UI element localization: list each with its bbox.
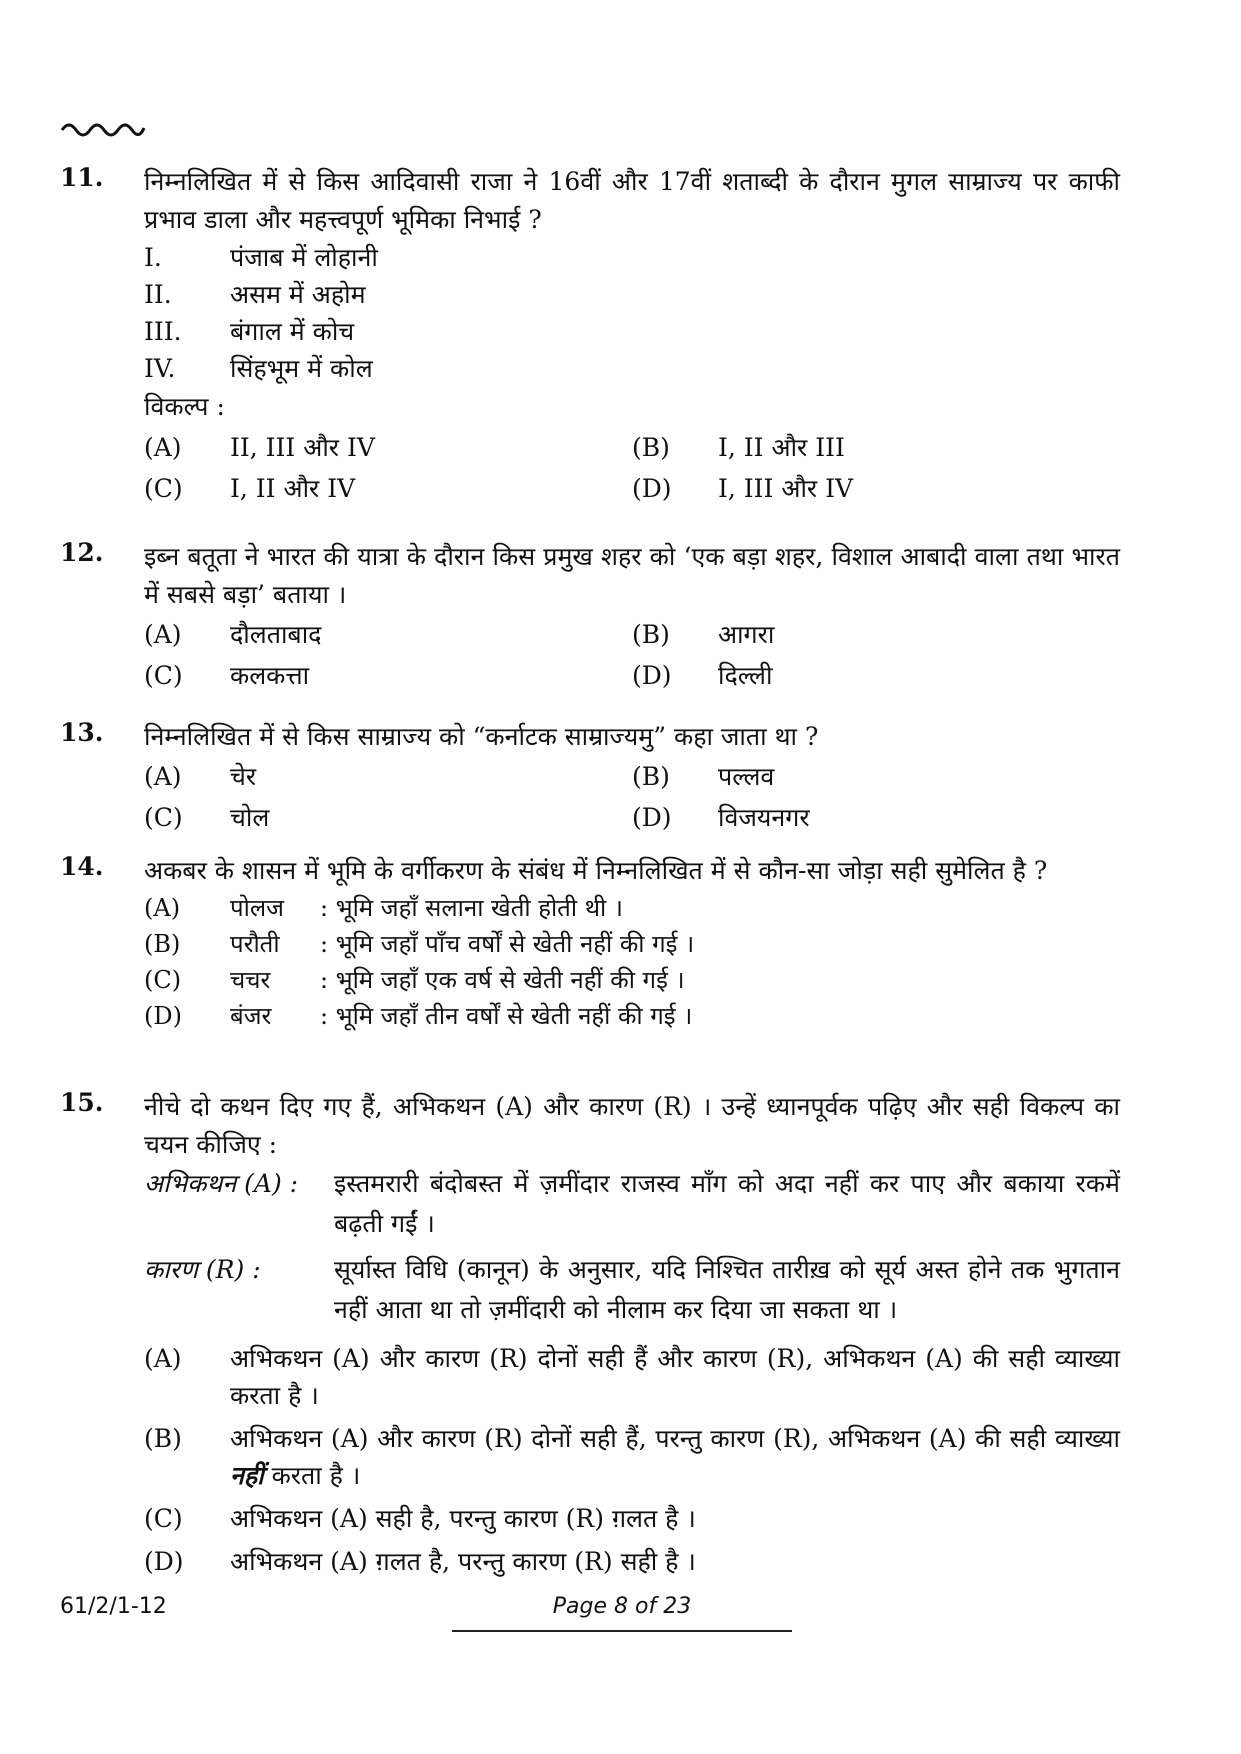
option-text: विजयनगर [718, 803, 810, 832]
option-b [632, 427, 1120, 468]
question-number: 14. [60, 852, 104, 881]
option-label: (A) [144, 620, 182, 649]
pair-item [144, 962, 1120, 998]
statement-number: II. [144, 280, 172, 309]
option-text: II, III और IV [230, 433, 375, 462]
pair-term: चचर [230, 966, 271, 994]
assertion-text: इस्तमरारी बंदोबस्त में ज़मींदार राजस्व माँग को अदा नहीं कर पाए और बकाया रकमें बढ़ती गईं । [334, 1169, 1120, 1238]
option-b [632, 614, 1120, 655]
question-14 [60, 852, 1120, 1034]
option-text [230, 1420, 1120, 1494]
question-number: 11. [60, 163, 104, 192]
reason-label: कारण (R) : [144, 1255, 261, 1284]
question-15 [60, 1088, 1120, 1586]
option-c [144, 655, 632, 696]
options-grid [144, 427, 1120, 509]
option-text: अभिकथन (A) और कारण (R) दोनों सही हैं और कारण (R), अभिकथन (A) की सही व्याख्या करता है । [230, 1344, 1120, 1410]
reason-text: सूर्यास्त विधि (कानून) के अनुसार, यदि निश्चित तारीख़ को सूर्य अस्त होने तक भुगतान नहीं आता था तो ज़मींदारी को नीलाम कर दिया जा सकता था । [334, 1255, 1120, 1324]
option-d [144, 1543, 1120, 1580]
option-d [632, 655, 1120, 696]
question-text: निम्नलिखित में से किस आदिवासी राजा ने 16वीं और 17वीं शताब्दी के दौरान मुगल साम्राज्य पर काफी प्रभाव डाला और महत्त्वपूर्ण भूमिका निभाई ? [144, 167, 1120, 234]
statement-item [144, 276, 1120, 313]
option-text: अभिकथन (A) सही है, परन्तु कारण (R) ग़लत है । [230, 1504, 696, 1533]
pair-term: पोलज [230, 894, 284, 922]
option-label: (B) [144, 1424, 182, 1453]
option-label: (D) [632, 661, 672, 690]
option-text: चेर [230, 762, 257, 791]
statement-number: IV. [144, 354, 176, 383]
option-b [632, 756, 1120, 797]
option-label: (B) [632, 433, 670, 462]
option-text: अभिकथन (A) ग़लत है, परन्तु कारण (R) सही है । [230, 1547, 696, 1576]
option-label: (C) [144, 474, 183, 503]
option-text-part: अभिकथन (A) और कारण (R) दोनों सही हैं, परन्तु कारण (R), अभिकथन (A) की सही व्याख्या [230, 1424, 1120, 1453]
statement-text: सिंहभूम में कोल [230, 354, 373, 383]
question-11 [60, 163, 1120, 509]
emphasis-text: नहीं [230, 1461, 264, 1490]
options-grid [144, 756, 1120, 838]
question-number: 12. [60, 538, 104, 567]
option-label: (D) [632, 803, 672, 832]
pair-description: : भूमि जहाँ पाँच वर्षों से खेती नहीं की गई । [320, 930, 695, 958]
option-label: (B) [632, 762, 670, 791]
option-c [144, 1500, 1120, 1537]
statement-list [144, 239, 1120, 387]
statement-text: पंजाब में लोहानी [230, 243, 378, 272]
option-label: (C) [144, 661, 183, 690]
option-c [144, 797, 632, 838]
statement-number: I. [144, 243, 162, 272]
option-label: (D) [632, 474, 672, 503]
pair-item [144, 890, 1120, 926]
option-text: I, II और III [718, 433, 845, 462]
assertion-label: अभिकथन (A) : [144, 1169, 299, 1198]
pair-description: : भूमि जहाँ सलाना खेती होती थी । [320, 894, 623, 922]
statement-item [144, 350, 1120, 387]
question-text: अकबर के शासन में भूमि के वर्गीकरण के संबंध में निम्नलिखित में से कौन-सा जोड़ा सही सुमेलित है ? [144, 856, 1048, 885]
option-d [632, 468, 1120, 509]
option-text-part: करता है । [263, 1461, 361, 1490]
option-b [144, 1420, 1120, 1494]
option-label: (B) [632, 620, 670, 649]
reason [144, 1250, 1120, 1330]
option-text: पल्लव [718, 762, 775, 791]
pair-item [144, 998, 1120, 1034]
options-label: विकल्प : [144, 392, 225, 421]
options-grid [144, 614, 1120, 696]
option-text: I, III और IV [718, 474, 854, 503]
option-label: (A) [144, 1344, 182, 1373]
question-text: निम्नलिखित में से किस साम्राज्य को “कर्नाटक साम्राज्यमु” कहा जाता था ? [144, 722, 819, 751]
option-text: कलकत्ता [230, 661, 310, 690]
option-label: (D) [144, 1002, 182, 1030]
option-text: आगरा [718, 620, 775, 649]
statement-text: बंगाल में कोच [230, 317, 355, 346]
option-label: (C) [144, 803, 183, 832]
statement-text: असम में अहोम [230, 280, 366, 309]
pair-term: बंजर [230, 1002, 272, 1030]
statement-item [144, 313, 1120, 350]
option-label: (A) [144, 433, 182, 462]
question-number: 15. [60, 1088, 104, 1117]
pair-list [144, 890, 1120, 1034]
pair-term: परौती [230, 930, 280, 958]
option-a [144, 427, 632, 468]
pair-description: : भूमि जहाँ तीन वर्षों से खेती नहीं की गई । [320, 1002, 693, 1030]
option-label: (D) [144, 1547, 184, 1576]
question-12 [60, 538, 1120, 696]
option-label: (B) [144, 930, 181, 958]
option-text: दिल्ली [718, 661, 773, 690]
option-text: I, II और IV [230, 474, 356, 503]
option-text: दौलताबाद [230, 620, 322, 649]
page-number: Page 8 of 23 [552, 1594, 692, 1619]
pair-description: : भूमि जहाँ एक वर्ष से खेती नहीं की गई । [320, 966, 685, 994]
option-a [144, 1340, 1120, 1414]
option-label: (A) [144, 894, 181, 922]
statement-number: III. [144, 317, 182, 346]
option-label: (C) [144, 966, 182, 994]
question-text: इब्न बतूता ने भारत की यात्रा के दौरान किस प्रमुख शहर को ‘एक बड़ा शहर, विशाल आबादी वाला तथा भारत में सबसे बड़ा’ बताया । [144, 542, 1120, 609]
option-a [144, 756, 632, 797]
assertion [144, 1164, 1120, 1244]
statement-item [144, 239, 1120, 276]
question-13 [60, 718, 1120, 838]
footer-rule [452, 1630, 792, 1632]
paper-code: 61/2/1-12 [60, 1594, 167, 1619]
wave-mark-icon [60, 118, 146, 140]
option-c [144, 468, 632, 509]
option-d [632, 797, 1120, 838]
question-number: 13. [60, 718, 104, 747]
question-text: नीचे दो कथन दिए गए हैं, अभिकथन (A) और कारण (R) । उन्हें ध्यानपूर्वक पढ़िए और सही विकल्प का चयन कीजिए : [144, 1092, 1120, 1159]
pair-item [144, 926, 1120, 962]
option-label: (A) [144, 762, 182, 791]
option-text: चोल [230, 803, 270, 832]
option-a [144, 614, 632, 655]
option-label: (C) [144, 1504, 183, 1533]
